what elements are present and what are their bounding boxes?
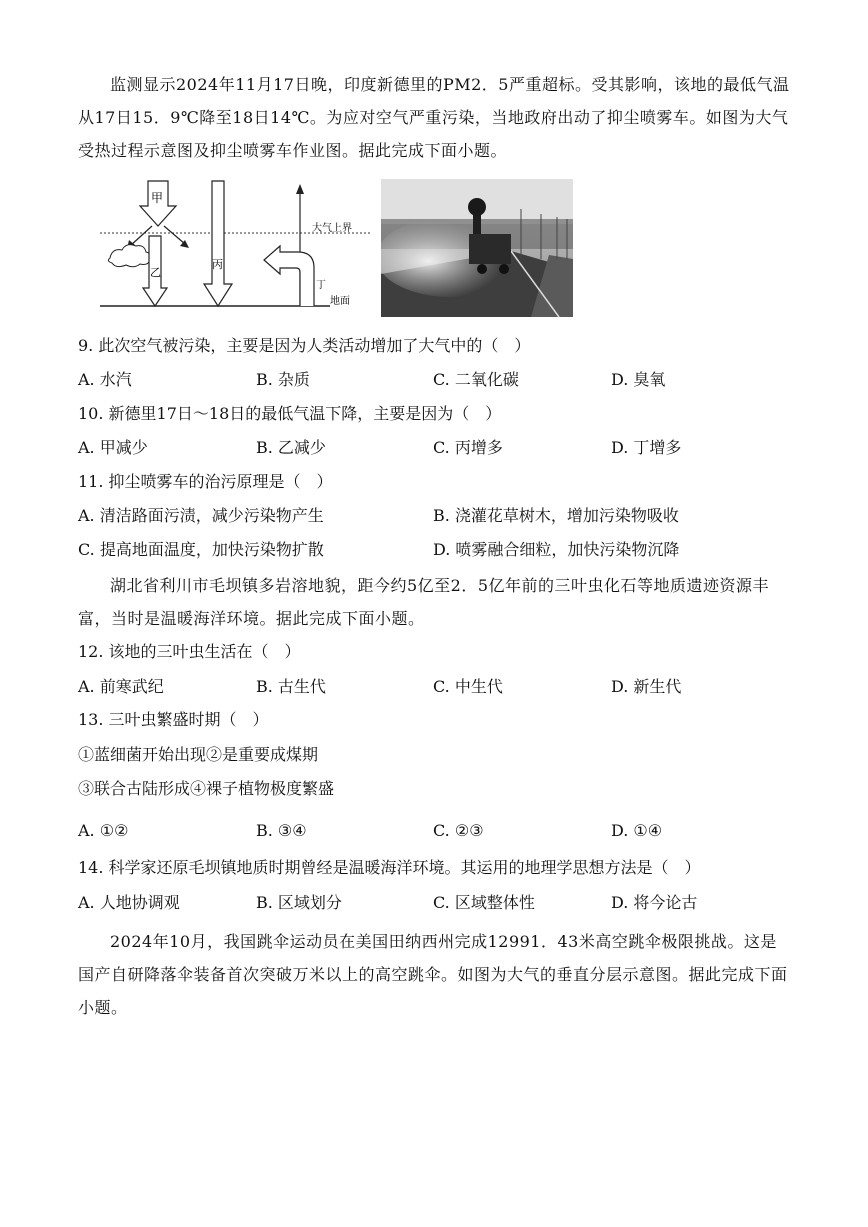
question-13-option-b: B. ③④ xyxy=(256,821,307,840)
question-11-stem: 11. 抑尘喷雾车的治污原理是（ ） xyxy=(78,472,333,491)
question-10-stem: 10. 新德里17日～18日的最低气温下降，主要是因为（ ） xyxy=(78,404,502,423)
label-upper-boundary: 大气上界 xyxy=(312,223,352,234)
spray-truck-photo xyxy=(381,179,573,317)
question-10-option-a: A. 甲减少 xyxy=(78,438,148,457)
question-10-option-c: C. 丙增多 xyxy=(433,438,503,457)
question-9-option-a: A. 水汽 xyxy=(78,370,132,389)
question-14-option-b: B. 区域划分 xyxy=(256,893,342,912)
question-9-option-c: C. 二氧化碳 xyxy=(433,370,519,389)
question-13-option-a: A. ①② xyxy=(78,821,129,840)
passage-pm25: 监测显示2024年11月17日晚，印度新德里的PM2．5严重超标。受其影响，该地的最低气温从17日15．9℃降至18日14℃。为应对空气严重污染，当地政府出动了抑尘喷雾车。如图为大气受热过程示意图及抑尘喷雾车作业图。据此完成下面小题。 xyxy=(78,75,790,160)
arrow-bing-icon xyxy=(204,181,232,306)
question-9-option-b: B. 杂质 xyxy=(256,370,310,389)
label-yi: 乙 xyxy=(150,266,161,279)
atmosphere-heating-diagram xyxy=(100,176,370,316)
question-13-line-2: ③联合古陆形成④裸子植物极度繁盛 xyxy=(78,779,335,798)
question-10-option-b: B. 乙减少 xyxy=(256,438,326,457)
question-11-option-a: A. 清洁路面污渍，减少污染物产生 xyxy=(78,506,324,525)
label-ground: 地面 xyxy=(330,296,350,307)
label-bing: 丙 xyxy=(212,258,223,271)
passage-skydiving: 2024年10月，我国跳伞运动员在美国田纳西州完成12991．43米高空跳伞极限挑战。这是国产自研降落伞装备首次突破万米以上的高空跳伞。如图为大气的垂直分层示意图。据此完成下面小题。 xyxy=(78,932,788,1017)
truck-body xyxy=(469,234,511,264)
question-11-option-b: B. 浇灌花草树木，增加污染物吸收 xyxy=(433,506,679,525)
heating-diagram-svg xyxy=(100,176,370,316)
question-13-option-c: C. ②③ xyxy=(433,821,484,840)
passage-trilobite: 湖北省利川市毛坝镇多岩溶地貌，距今约5亿至2．5亿年前的三叶虫化石等地质遗迹资源丰富，当时是温暖海洋环境。据此完成下面小题。 xyxy=(78,576,770,628)
question-12-option-c: C. 中生代 xyxy=(433,677,503,696)
question-14-option-a: A. 人地协调观 xyxy=(78,893,180,912)
question-14-option-d: D. 将今论古 xyxy=(611,893,698,912)
question-12-stem: 12. 该地的三叶虫生活在（ ） xyxy=(78,642,301,661)
label-ding: 丁 xyxy=(316,280,326,291)
question-12-option-a: A. 前寒武纪 xyxy=(78,677,164,696)
question-13-option-d: D. ①④ xyxy=(611,821,663,840)
scatter-arrow-right xyxy=(164,226,185,244)
question-10-option-d: D. 丁增多 xyxy=(611,438,682,457)
question-9-stem: 9. 此次空气被污染，主要是因为人类活动增加了大气中的（ ） xyxy=(78,336,531,355)
arrow-ding-icon xyxy=(264,246,314,306)
spray-truck-svg xyxy=(381,179,573,317)
question-12-option-d: D. 新生代 xyxy=(611,677,682,696)
long-upward-arrowhead xyxy=(296,184,304,194)
question-11-option-d: D. 喷雾融合细粒，加快污染物沉降 xyxy=(433,540,680,559)
question-9-option-d: D. 臭氧 xyxy=(611,370,666,389)
question-14-stem: 14. 科学家还原毛坝镇地质时期曾经是温暖海洋环境。其运用的地理学思想方法是（ ） xyxy=(78,858,701,877)
label-jia: 甲 xyxy=(151,191,164,205)
spray-cannon-icon xyxy=(468,198,486,216)
cloud-icon xyxy=(108,245,151,267)
question-11-option-c: C. 提高地面温度，加快污染物扩散 xyxy=(78,540,324,559)
question-14-option-c: C. 区域整体性 xyxy=(433,893,535,912)
question-13-line-1: ①蓝细菌开始出现②是重要成煤期 xyxy=(78,745,319,764)
question-12-option-b: B. 古生代 xyxy=(256,677,326,696)
question-13-stem: 13. 三叶虫繁盛时期（ ） xyxy=(78,710,269,729)
